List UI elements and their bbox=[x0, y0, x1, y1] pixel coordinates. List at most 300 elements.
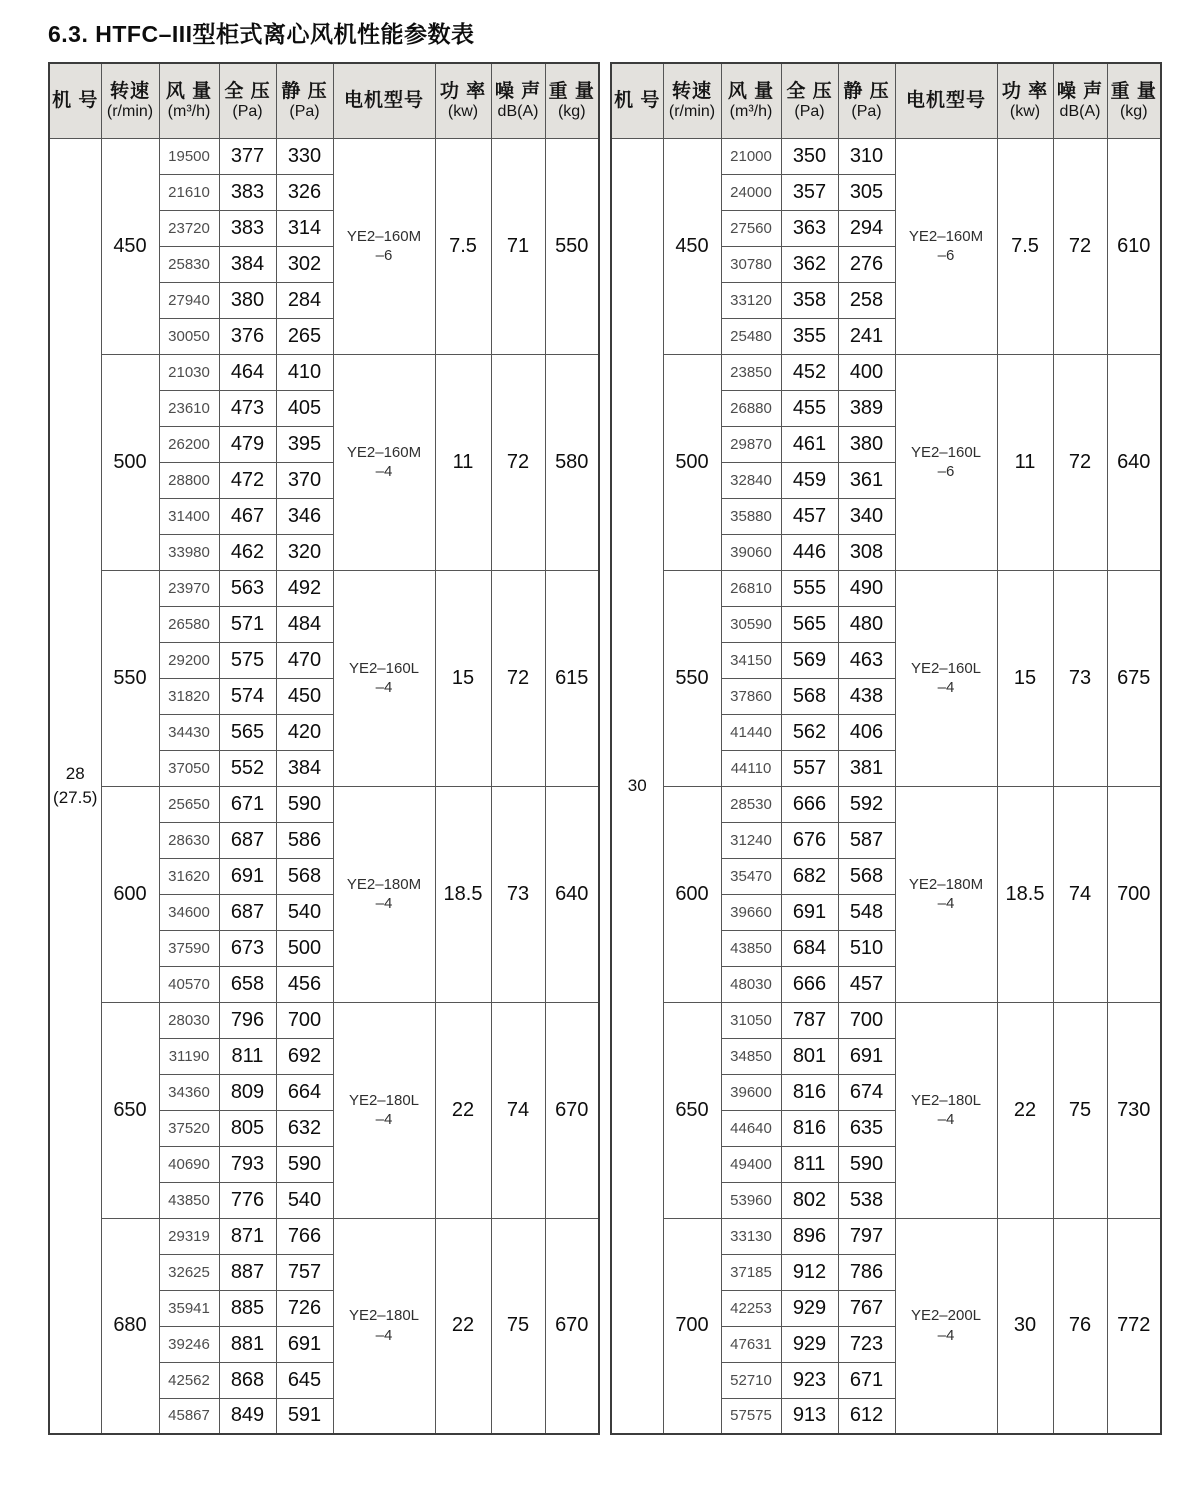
flow-cell: 44640 bbox=[721, 1110, 781, 1146]
total-pressure-cell: 816 bbox=[781, 1074, 838, 1110]
flow-cell: 29200 bbox=[159, 642, 219, 678]
static-pressure-cell: 586 bbox=[276, 822, 333, 858]
static-pressure-cell: 645 bbox=[276, 1362, 333, 1398]
static-pressure-cell: 590 bbox=[838, 1146, 895, 1182]
flow-cell: 39660 bbox=[721, 894, 781, 930]
static-pressure-cell: 457 bbox=[838, 966, 895, 1002]
table-row bbox=[611, 354, 1161, 390]
total-pressure-cell: 552 bbox=[219, 750, 276, 786]
flow-cell: 29319 bbox=[159, 1218, 219, 1254]
flow-cell: 42253 bbox=[721, 1290, 781, 1326]
flow-cell: 26580 bbox=[159, 606, 219, 642]
static-pressure-cell: 450 bbox=[276, 678, 333, 714]
header-unit: (r/min) bbox=[106, 102, 154, 120]
static-pressure-cell: 484 bbox=[276, 606, 333, 642]
header-cell-static-pressure bbox=[838, 63, 895, 138]
static-pressure-cell: 308 bbox=[838, 534, 895, 570]
static-pressure-cell: 463 bbox=[838, 642, 895, 678]
power-cell: 7.5 bbox=[997, 138, 1053, 354]
total-pressure-cell: 885 bbox=[219, 1290, 276, 1326]
motor-model-cell bbox=[895, 786, 997, 1002]
static-pressure-cell: 590 bbox=[276, 1146, 333, 1182]
header-label: 转速 bbox=[671, 81, 712, 103]
total-pressure-cell: 666 bbox=[781, 786, 838, 822]
total-pressure-cell: 446 bbox=[781, 534, 838, 570]
speed-cell: 550 bbox=[663, 570, 721, 786]
header-unit: dB(A) bbox=[497, 102, 539, 120]
motor-model-cell bbox=[333, 1218, 435, 1434]
header-label: 重 量 bbox=[1110, 81, 1157, 103]
speed-cell: 650 bbox=[663, 1002, 721, 1218]
power-cell: 18.5 bbox=[435, 786, 491, 1002]
static-pressure-cell: 540 bbox=[276, 894, 333, 930]
total-pressure-cell: 868 bbox=[219, 1362, 276, 1398]
noise-cell: 72 bbox=[1053, 138, 1107, 354]
static-pressure-cell: 380 bbox=[838, 426, 895, 462]
motor-model-line: YE2–180M bbox=[346, 875, 422, 893]
static-pressure-cell: 797 bbox=[838, 1218, 895, 1254]
static-pressure-cell: 294 bbox=[838, 210, 895, 246]
header-cell-noise bbox=[491, 63, 545, 138]
weight-cell: 580 bbox=[545, 354, 599, 570]
total-pressure-cell: 929 bbox=[781, 1290, 838, 1326]
static-pressure-cell: 590 bbox=[276, 786, 333, 822]
flow-cell: 26810 bbox=[721, 570, 781, 606]
flow-cell: 26200 bbox=[159, 426, 219, 462]
table-row bbox=[49, 1218, 599, 1254]
flow-cell: 23850 bbox=[721, 354, 781, 390]
static-pressure-cell: 456 bbox=[276, 966, 333, 1002]
header-unit: (Pa) bbox=[794, 102, 825, 120]
flow-cell: 31240 bbox=[721, 822, 781, 858]
static-pressure-cell: 612 bbox=[838, 1398, 895, 1434]
flow-cell: 33120 bbox=[721, 282, 781, 318]
static-pressure-cell: 500 bbox=[276, 930, 333, 966]
header-cell-speed bbox=[663, 63, 721, 138]
motor-model-line: –4 bbox=[375, 463, 393, 480]
static-pressure-cell: 757 bbox=[276, 1254, 333, 1290]
speed-cell: 550 bbox=[101, 570, 159, 786]
total-pressure-cell: 380 bbox=[219, 282, 276, 318]
flow-cell: 53960 bbox=[721, 1182, 781, 1218]
header-label: 重 量 bbox=[548, 81, 595, 103]
header-cell-motor-model bbox=[333, 63, 435, 138]
header-label: 全 压 bbox=[224, 81, 271, 103]
static-pressure-cell: 340 bbox=[838, 498, 895, 534]
motor-model-line: YE2–160M bbox=[346, 227, 422, 245]
power-cell: 15 bbox=[435, 570, 491, 786]
total-pressure-cell: 383 bbox=[219, 210, 276, 246]
total-pressure-cell: 455 bbox=[781, 390, 838, 426]
flow-cell: 33980 bbox=[159, 534, 219, 570]
header-unit: (m³/h) bbox=[167, 102, 211, 120]
motor-model-line: –4 bbox=[937, 1326, 955, 1344]
speed-cell: 600 bbox=[101, 786, 159, 1002]
static-pressure-cell: 674 bbox=[838, 1074, 895, 1110]
flow-cell: 42562 bbox=[159, 1362, 219, 1398]
table-row bbox=[49, 1002, 599, 1038]
total-pressure-cell: 811 bbox=[781, 1146, 838, 1182]
total-pressure-cell: 479 bbox=[219, 426, 276, 462]
total-pressure-cell: 363 bbox=[781, 210, 838, 246]
flow-cell: 33130 bbox=[721, 1218, 781, 1254]
speed-cell: 680 bbox=[101, 1218, 159, 1434]
flow-cell: 26880 bbox=[721, 390, 781, 426]
header-cell-static-pressure bbox=[276, 63, 333, 138]
total-pressure-cell: 557 bbox=[781, 750, 838, 786]
flow-cell: 27560 bbox=[721, 210, 781, 246]
table-row bbox=[611, 1002, 1161, 1038]
flow-cell: 37520 bbox=[159, 1110, 219, 1146]
static-pressure-cell: 405 bbox=[276, 390, 333, 426]
table-row bbox=[611, 570, 1161, 606]
static-pressure-cell: 490 bbox=[838, 570, 895, 606]
static-pressure-cell: 480 bbox=[838, 606, 895, 642]
total-pressure-cell: 457 bbox=[781, 498, 838, 534]
weight-cell: 772 bbox=[1107, 1218, 1161, 1434]
static-pressure-cell: 691 bbox=[838, 1038, 895, 1074]
static-pressure-cell: 786 bbox=[838, 1254, 895, 1290]
noise-cell: 72 bbox=[491, 354, 545, 570]
static-pressure-cell: 410 bbox=[276, 354, 333, 390]
static-pressure-cell: 241 bbox=[838, 318, 895, 354]
weight-cell: 670 bbox=[545, 1218, 599, 1434]
static-pressure-cell: 326 bbox=[276, 174, 333, 210]
flow-cell: 30590 bbox=[721, 606, 781, 642]
total-pressure-cell: 565 bbox=[781, 606, 838, 642]
header-cell-power bbox=[997, 63, 1053, 138]
total-pressure-cell: 776 bbox=[219, 1182, 276, 1218]
flow-cell: 34850 bbox=[721, 1038, 781, 1074]
header-label: 风 量 bbox=[165, 81, 213, 103]
header-cell-fan-no bbox=[611, 63, 663, 138]
flow-cell: 43850 bbox=[721, 930, 781, 966]
total-pressure-cell: 569 bbox=[781, 642, 838, 678]
motor-model-line: –4 bbox=[937, 679, 955, 696]
total-pressure-cell: 357 bbox=[781, 174, 838, 210]
weight-cell: 610 bbox=[1107, 138, 1161, 354]
header-label: 全 压 bbox=[786, 81, 833, 103]
flow-cell: 34150 bbox=[721, 642, 781, 678]
total-pressure-cell: 802 bbox=[781, 1182, 838, 1218]
static-pressure-cell: 510 bbox=[838, 930, 895, 966]
header-cell-power bbox=[435, 63, 491, 138]
motor-model-line: YE2–180L bbox=[348, 1307, 420, 1325]
static-pressure-cell: 284 bbox=[276, 282, 333, 318]
noise-cell: 74 bbox=[1053, 786, 1107, 1002]
flow-cell: 31820 bbox=[159, 678, 219, 714]
total-pressure-cell: 871 bbox=[219, 1218, 276, 1254]
static-pressure-cell: 370 bbox=[276, 462, 333, 498]
total-pressure-cell: 384 bbox=[219, 246, 276, 282]
total-pressure-cell: 383 bbox=[219, 174, 276, 210]
flow-cell: 44110 bbox=[721, 750, 781, 786]
motor-model-cell bbox=[895, 138, 997, 354]
static-pressure-cell: 538 bbox=[838, 1182, 895, 1218]
motor-model-line: YE2–160L bbox=[910, 659, 982, 677]
static-pressure-cell: 591 bbox=[276, 1398, 333, 1434]
tables-container bbox=[48, 62, 1200, 1435]
table-row bbox=[49, 138, 599, 174]
static-pressure-cell: 635 bbox=[838, 1110, 895, 1146]
total-pressure-cell: 462 bbox=[219, 534, 276, 570]
flow-cell: 34430 bbox=[159, 714, 219, 750]
flow-cell: 31620 bbox=[159, 858, 219, 894]
motor-model-line: –6 bbox=[937, 247, 955, 264]
power-cell: 22 bbox=[435, 1218, 491, 1434]
flow-cell: 24000 bbox=[721, 174, 781, 210]
total-pressure-cell: 461 bbox=[781, 426, 838, 462]
total-pressure-cell: 673 bbox=[219, 930, 276, 966]
motor-model-line: YE2–160L bbox=[910, 443, 982, 461]
total-pressure-cell: 350 bbox=[781, 138, 838, 174]
motor-model-line: YE2–160M bbox=[908, 227, 984, 245]
static-pressure-cell: 664 bbox=[276, 1074, 333, 1110]
motor-model-line: –4 bbox=[375, 1111, 393, 1128]
header-unit: (kg) bbox=[557, 102, 586, 120]
total-pressure-cell: 562 bbox=[781, 714, 838, 750]
total-pressure-cell: 849 bbox=[219, 1398, 276, 1434]
header-label: 功 率 bbox=[1001, 81, 1049, 103]
speed-cell: 650 bbox=[101, 1002, 159, 1218]
motor-model-line: YE2–160L bbox=[348, 659, 420, 677]
motor-model-cell bbox=[333, 1002, 435, 1218]
total-pressure-cell: 574 bbox=[219, 678, 276, 714]
motor-model-cell bbox=[333, 570, 435, 786]
perf-table-right bbox=[610, 62, 1162, 1435]
weight-cell: 640 bbox=[1107, 354, 1161, 570]
noise-cell: 72 bbox=[1053, 354, 1107, 570]
flow-cell: 21000 bbox=[721, 138, 781, 174]
speed-cell: 450 bbox=[663, 138, 721, 354]
weight-cell: 730 bbox=[1107, 1002, 1161, 1218]
header-cell-total-pressure bbox=[219, 63, 276, 138]
header-label: 风 量 bbox=[727, 81, 775, 103]
header-unit: (Pa) bbox=[232, 102, 263, 120]
header-unit: (r/min) bbox=[668, 102, 716, 120]
total-pressure-cell: 666 bbox=[781, 966, 838, 1002]
static-pressure-cell: 692 bbox=[276, 1038, 333, 1074]
noise-cell: 71 bbox=[491, 138, 545, 354]
header-label: 电机型号 bbox=[343, 89, 424, 111]
motor-model-cell bbox=[895, 1002, 997, 1218]
flow-cell: 31190 bbox=[159, 1038, 219, 1074]
total-pressure-cell: 362 bbox=[781, 246, 838, 282]
flow-cell: 35880 bbox=[721, 498, 781, 534]
perf-table-left bbox=[48, 62, 600, 1435]
header-cell-flow bbox=[721, 63, 781, 138]
motor-model-line: YE2–200L bbox=[910, 1307, 982, 1325]
static-pressure-cell: 310 bbox=[838, 138, 895, 174]
static-pressure-cell: 400 bbox=[838, 354, 895, 390]
static-pressure-cell: 470 bbox=[276, 642, 333, 678]
flow-cell: 25480 bbox=[721, 318, 781, 354]
header-row bbox=[611, 63, 1161, 138]
flow-cell: 28630 bbox=[159, 822, 219, 858]
total-pressure-cell: 377 bbox=[219, 138, 276, 174]
power-cell: 7.5 bbox=[435, 138, 491, 354]
header-label: 噪 声 bbox=[1056, 81, 1104, 103]
power-cell: 15 bbox=[997, 570, 1053, 786]
flow-cell: 34600 bbox=[159, 894, 219, 930]
static-pressure-cell: 767 bbox=[838, 1290, 895, 1326]
flow-cell: 28530 bbox=[721, 786, 781, 822]
static-pressure-cell: 330 bbox=[276, 138, 333, 174]
total-pressure-cell: 793 bbox=[219, 1146, 276, 1182]
static-pressure-cell: 548 bbox=[838, 894, 895, 930]
motor-model-line: YE2–180L bbox=[910, 1091, 982, 1109]
total-pressure-cell: 473 bbox=[219, 390, 276, 426]
static-pressure-cell: 587 bbox=[838, 822, 895, 858]
flow-cell: 39060 bbox=[721, 534, 781, 570]
static-pressure-cell: 700 bbox=[838, 1002, 895, 1038]
motor-model-line: –4 bbox=[375, 1326, 393, 1344]
total-pressure-cell: 658 bbox=[219, 966, 276, 1002]
motor-model-line: –4 bbox=[937, 895, 955, 912]
noise-cell: 73 bbox=[491, 786, 545, 1002]
static-pressure-cell: 766 bbox=[276, 1218, 333, 1254]
flow-cell: 23970 bbox=[159, 570, 219, 606]
static-pressure-cell: 438 bbox=[838, 678, 895, 714]
header-label: 转速 bbox=[109, 81, 150, 103]
flow-cell: 21610 bbox=[159, 174, 219, 210]
flow-cell: 32840 bbox=[721, 462, 781, 498]
flow-cell: 40570 bbox=[159, 966, 219, 1002]
total-pressure-cell: 565 bbox=[219, 714, 276, 750]
table-row bbox=[49, 354, 599, 390]
flow-cell: 30050 bbox=[159, 318, 219, 354]
header-unit: (Pa) bbox=[851, 102, 882, 120]
flow-cell: 37185 bbox=[721, 1254, 781, 1290]
total-pressure-cell: 464 bbox=[219, 354, 276, 390]
flow-cell: 41440 bbox=[721, 714, 781, 750]
weight-cell: 550 bbox=[545, 138, 599, 354]
header-unit: (Pa) bbox=[289, 102, 320, 120]
header-label: 静 压 bbox=[281, 81, 328, 103]
flow-cell: 37860 bbox=[721, 678, 781, 714]
motor-model-line: –6 bbox=[375, 247, 393, 264]
flow-cell: 27940 bbox=[159, 282, 219, 318]
motor-model-cell bbox=[895, 354, 997, 570]
flow-cell: 29870 bbox=[721, 426, 781, 462]
static-pressure-cell: 568 bbox=[838, 858, 895, 894]
flow-cell: 31050 bbox=[721, 1002, 781, 1038]
header-unit: (kw) bbox=[1009, 102, 1041, 120]
noise-cell: 73 bbox=[1053, 570, 1107, 786]
static-pressure-cell: 700 bbox=[276, 1002, 333, 1038]
flow-cell: 45867 bbox=[159, 1398, 219, 1434]
static-pressure-cell: 691 bbox=[276, 1326, 333, 1362]
static-pressure-cell: 395 bbox=[276, 426, 333, 462]
motor-model-cell bbox=[895, 570, 997, 786]
static-pressure-cell: 258 bbox=[838, 282, 895, 318]
page-title: 6.3. HTFC–III型柜式离心风机性能参数表 bbox=[48, 21, 475, 47]
total-pressure-cell: 355 bbox=[781, 318, 838, 354]
header-cell-flow bbox=[159, 63, 219, 138]
header-cell-noise bbox=[1053, 63, 1107, 138]
flow-cell: 31400 bbox=[159, 498, 219, 534]
total-pressure-cell: 687 bbox=[219, 894, 276, 930]
flow-cell: 39246 bbox=[159, 1326, 219, 1362]
motor-model-line: –4 bbox=[375, 895, 393, 912]
table-row bbox=[611, 138, 1161, 174]
flow-cell: 23720 bbox=[159, 210, 219, 246]
noise-cell: 74 bbox=[491, 1002, 545, 1218]
header-cell-total-pressure bbox=[781, 63, 838, 138]
table-row bbox=[611, 1218, 1161, 1254]
static-pressure-cell: 381 bbox=[838, 750, 895, 786]
header-unit: dB(A) bbox=[1059, 102, 1101, 120]
header-cell-weight bbox=[1107, 63, 1161, 138]
header-label: 功 率 bbox=[439, 81, 487, 103]
total-pressure-cell: 376 bbox=[219, 318, 276, 354]
total-pressure-cell: 358 bbox=[781, 282, 838, 318]
flow-cell: 43850 bbox=[159, 1182, 219, 1218]
table-row bbox=[611, 786, 1161, 822]
flow-cell: 37050 bbox=[159, 750, 219, 786]
motor-model-line: –4 bbox=[375, 679, 393, 696]
fan-no-cell bbox=[49, 138, 101, 1434]
static-pressure-cell: 592 bbox=[838, 786, 895, 822]
static-pressure-cell: 305 bbox=[838, 174, 895, 210]
static-pressure-cell: 723 bbox=[838, 1326, 895, 1362]
total-pressure-cell: 452 bbox=[781, 354, 838, 390]
total-pressure-cell: 684 bbox=[781, 930, 838, 966]
static-pressure-cell: 276 bbox=[838, 246, 895, 282]
total-pressure-cell: 467 bbox=[219, 498, 276, 534]
total-pressure-cell: 913 bbox=[781, 1398, 838, 1434]
flow-cell: 28030 bbox=[159, 1002, 219, 1038]
motor-model-line: –4 bbox=[937, 1111, 955, 1128]
fan-no-line: (27.5) bbox=[53, 787, 98, 807]
static-pressure-cell: 492 bbox=[276, 570, 333, 606]
total-pressure-cell: 912 bbox=[781, 1254, 838, 1290]
static-pressure-cell: 320 bbox=[276, 534, 333, 570]
weight-cell: 700 bbox=[1107, 786, 1161, 1002]
flow-cell: 57575 bbox=[721, 1398, 781, 1434]
total-pressure-cell: 472 bbox=[219, 462, 276, 498]
static-pressure-cell: 384 bbox=[276, 750, 333, 786]
flow-cell: 35941 bbox=[159, 1290, 219, 1326]
flow-cell: 35470 bbox=[721, 858, 781, 894]
static-pressure-cell: 361 bbox=[838, 462, 895, 498]
header-cell-motor-model bbox=[895, 63, 997, 138]
noise-cell: 75 bbox=[1053, 1002, 1107, 1218]
total-pressure-cell: 801 bbox=[781, 1038, 838, 1074]
motor-model-line: YE2–160M bbox=[346, 443, 422, 461]
flow-cell: 40690 bbox=[159, 1146, 219, 1182]
header-label: 机 号 bbox=[614, 89, 661, 111]
total-pressure-cell: 687 bbox=[219, 822, 276, 858]
weight-cell: 675 bbox=[1107, 570, 1161, 786]
total-pressure-cell: 809 bbox=[219, 1074, 276, 1110]
header-label: 机 号 bbox=[52, 89, 99, 111]
static-pressure-cell: 540 bbox=[276, 1182, 333, 1218]
total-pressure-cell: 923 bbox=[781, 1362, 838, 1398]
flow-cell: 37590 bbox=[159, 930, 219, 966]
motor-model-line: –6 bbox=[937, 463, 955, 480]
flow-cell: 30780 bbox=[721, 246, 781, 282]
table-row bbox=[49, 786, 599, 822]
noise-cell: 75 bbox=[491, 1218, 545, 1434]
total-pressure-cell: 796 bbox=[219, 1002, 276, 1038]
noise-cell: 76 bbox=[1053, 1218, 1107, 1434]
flow-cell: 49400 bbox=[721, 1146, 781, 1182]
header-label: 电机型号 bbox=[905, 89, 986, 111]
header-label: 静 压 bbox=[843, 81, 890, 103]
total-pressure-cell: 887 bbox=[219, 1254, 276, 1290]
static-pressure-cell: 346 bbox=[276, 498, 333, 534]
